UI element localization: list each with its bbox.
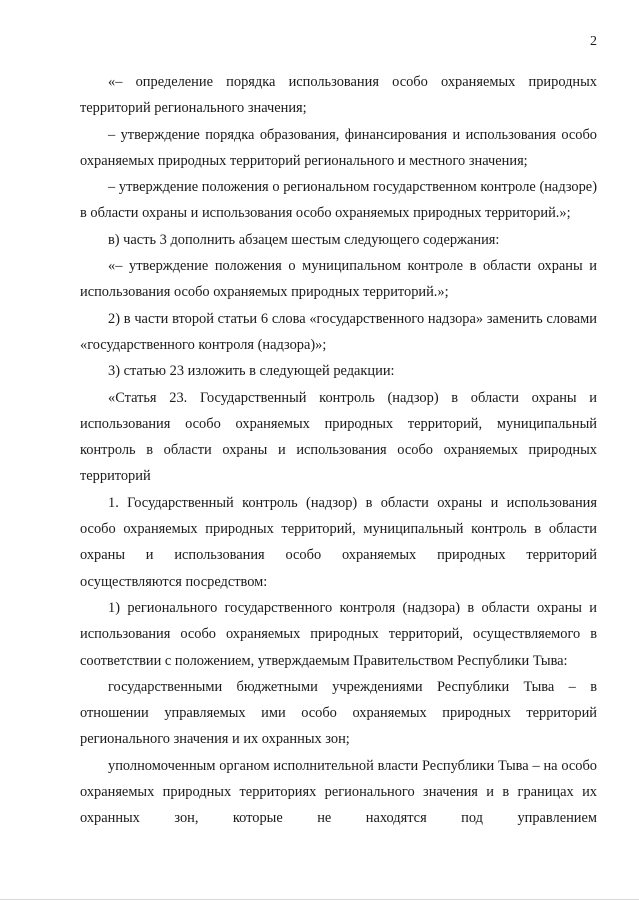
paragraph: 1. Государственный контроль (надзор) в области охраны и использования особо охраняемых природных территорий, муниципальный контроль в области охраны и использования особо охраняемых природных территорий осуществляются посредством: bbox=[80, 494, 597, 590]
paragraph: – утверждение положения о региональном государственном контроле (надзоре) в области охраны и использования особо охраняемых природных территорий.»; bbox=[80, 179, 597, 222]
paragraph: 1) регионального государственного контроля (надзора) в области охраны и использования особо охраняемых природных территорий, осуществляемого в соответствии с положением, утверждаемым Правительством Республики Тыва: bbox=[80, 599, 597, 669]
document-body bbox=[80, 69, 597, 832]
paragraph: «Статья 23. Государственный контроль (надзор) в области охраны и использования особо охраняемых природных территорий, муниципальный контроль в области охраны и использования особо охраняемых природных территорий bbox=[80, 389, 597, 485]
page-number: 2 bbox=[590, 34, 597, 49]
paragraph: государственными бюджетными учреждениями Республики Тыва – в отношении управляемых ими особо охраняемых природных территорий регионального значения и их охранных зон; bbox=[80, 678, 597, 748]
paragraph: «– определение порядка использования особо охраняемых природных территорий регионального значения; bbox=[80, 74, 597, 117]
paragraph: в) часть 3 дополнить абзацем шестым следующего содержания: bbox=[108, 231, 500, 248]
paragraph: 2) в части второй статьи 6 слова «государственного надзора» заменить словами «государственного контроля (надзора)»; bbox=[80, 310, 597, 353]
paragraph: – утверждение порядка образования, финансирования и использования особо охраняемых природных территорий регионального и местного значения; bbox=[80, 126, 597, 169]
paragraph: «– утверждение положения о муниципальном контроле в области охраны и использования особо охраняемых природных территорий.»; bbox=[80, 258, 597, 301]
paragraph: уполномоченным органом исполнительной власти Республики Тыва – на особо охраняемых природных территориях регионального значения и в границах их охранных зон, которые не находятся под управлением bbox=[80, 757, 597, 827]
paragraph: 3) статью 23 изложить в следующей редакции: bbox=[108, 363, 395, 380]
page-bottom-edge bbox=[0, 899, 639, 900]
